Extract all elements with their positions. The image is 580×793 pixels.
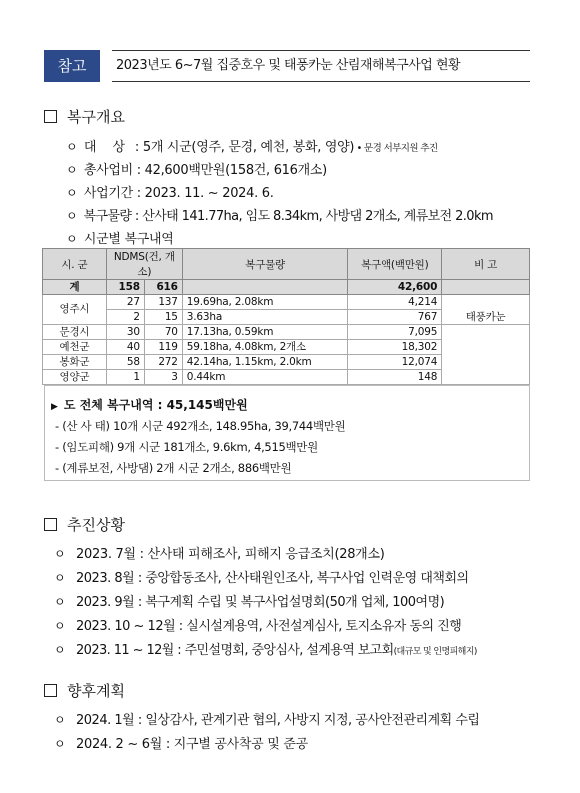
progress-item: ㅇ 2023. 8월 : 중앙합동조사, 산사태원인조사, 복구사업 인력운영 대책회의 [54,571,469,586]
overview-item-target: ㅇ 대 상 : 5개 시군(영주, 문경, 예천, 봉화, 영양) • 문경 서부지원 추진 [66,140,438,155]
section-heading-progress: 추진상황 [44,514,125,535]
overview-item-volume: ㅇ 복구물량 : 산사태 141.77ha, 임도 8.34km, 사방댐 2개소, 계류보전 2.0km [66,209,493,224]
col-header-note: 비 고 [442,249,530,280]
table-header-row [43,249,530,280]
table-row: 문경시 30 70 17.13ha, 0.59km 7,095 [43,325,530,340]
col-header-city: 시. 군 [43,249,107,280]
triangle-bullet-icon: ▶ [51,402,58,412]
reference-tag: 참고 [44,50,100,82]
province-summary-box [44,385,530,481]
title-bar [44,50,530,84]
overview-item-period: ㅇ 사업기간 : 2023. 11. ~ 2024. 6. [66,186,274,201]
col-header-ndms: NDMS(건, 개소) [106,249,182,280]
square-bullet-icon [44,110,57,123]
progress-item: ㅇ 2023. 10 ~ 12월 : 실시설계용역, 사전설계심사, 토지소유자 동의 진행 [54,619,462,634]
section-heading-overview: 복구개요 [44,106,125,127]
progress-item: ㅇ 2023. 11 ~ 12월 : 주민설명회, 중앙심사, 설계용역 보고회(대규모 및 인명피해지) [54,643,477,658]
table-row: 영주시 27 137 19.69ha, 2.08km 4,214 태풍카눈 [43,295,530,310]
document-title: 2023년도 6~7월 집중호우 및 태풍카눈 산림재해복구사업 현황 [112,50,530,82]
square-bullet-icon [44,518,57,531]
table-row: 봉화군 58 272 42.14ha, 1.15km, 2.0km 12,074 [43,355,530,370]
progress-item: ㅇ 2023. 7월 : 산사태 피해조사, 피해지 응급조치(28개소) [54,547,385,562]
square-bullet-icon [44,684,57,697]
province-summary-line: - (임도피해) 9개 시군 181개소, 9.6km, 4,515백만원 [55,440,318,454]
province-summary-heading: ▶ 도 전체 복구내역 : 45,145백만원 [51,398,248,412]
overview-item-budget: ㅇ 총사업비 : 42,600백만원(158건, 616개소) [66,163,327,178]
province-summary-line: - (계류보전, 사방댐) 2개 시군 2개소, 886백만원 [55,461,292,475]
table-row: 예천군 40 119 59.18ha, 4.08km, 2개소 18,302 [43,340,530,355]
plan-item: ㅇ 2024. 1월 : 일상감사, 관계기관 협의, 사방지 지정, 공사안전관리계획 수립 [54,713,480,728]
table-row: 영양군 1 3 0.44km 148 [43,370,530,385]
table-total-row: 계 158 616 42,600 [43,280,530,295]
col-header-volume: 복구물량 [182,249,348,280]
col-header-cost: 복구액(백만원) [348,249,442,280]
recovery-table [42,248,530,385]
overview-item-city-breakdown: ㅇ 시군별 복구내역 [66,232,174,247]
section-heading-plan: 향후계획 [44,680,125,701]
progress-item: ㅇ 2023. 9월 : 복구계획 수립 및 복구사업설명회(50개 업체, 100여명) [54,595,445,610]
table-row: 2 15 3.63ha 767 [43,310,530,325]
plan-item: ㅇ 2024. 2 ~ 6월 : 지구별 공사착공 및 준공 [54,737,308,752]
province-summary-line: - (산 사 태) 10개 시군 492개소, 148.95ha, 39,744백만원 [55,419,346,433]
